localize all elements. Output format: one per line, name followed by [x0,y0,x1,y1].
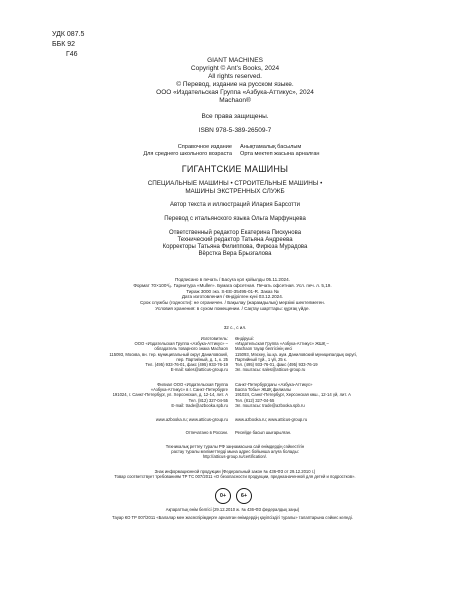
certification-link[interactable]: http://atticus-group.ru/certification/. [202,454,268,460]
print-info-block [60,277,405,312]
publisher-ru-line: Тел. (495) 933-76-01, факс (495) 933-76-19 [145,362,228,368]
branch-kz-line: 191024, Санкт-Петербург, Херсонская көш., 12-14 үй, лит. А [235,392,351,398]
branch-ru-line: Филиал ООО «Издательская Группа [157,382,228,387]
credits-block [90,230,380,258]
print-info-line: Условия хранения: в сухом помещении. / Сақтау шарттары: құрғақ үйде. [155,305,310,311]
author-code: Г46 [66,51,78,58]
publisher-ru-line: E-mail: sales@atticus-group.ru [170,367,228,373]
publisher-kz-line: Тел. (495) 933-76-01, факс (495) 933-76-19 [235,362,318,368]
website-kz[interactable]: www.azbooka.ru; www.atticus-group.ru [235,417,308,422]
edition-type-kz [240,144,410,158]
publisher-kz [235,336,415,372]
bbk-code: ББК 92 [52,41,75,48]
credit-line: Технический редактор Татьяна Андреева [177,237,293,243]
age-group-ru-line: Для среднего школьного возраста [143,151,232,157]
publisher-ru-line: 115093, Москва, вн. тер. муниципальный округ Даниловский, [109,351,228,357]
branch-kz-line: Эл. поштасы: trade@azbooka.spb.ru [235,402,305,408]
credit-line: Вёрстка Вера Брызгалова [198,251,272,257]
info-mark-line: Товар соответствует требованиям ТР ТС 007/2011 «О безопасности продукции, предназначенной для детей и подростков». [114,474,356,480]
translator-line: Перевод с итальянского языка Ольга Марфунцева [164,216,306,222]
print-info-line: Срок службы (годности): не ограничен. / Бақылау (жарамдылық) мерзімі шектелмеген. [140,300,325,306]
branch-ru-line: 191024, г. Санкт-Петербург, ул. Херсонская, д. 12-14, лит. А [112,392,228,398]
website-ru[interactable]: www.azbooka.ru; www.atticus-group.ru [155,417,228,422]
edition-type-ru-line: Справочное издание [177,144,232,150]
bottom-kz-line: Ақпараттық өнім белгісі (29.12.2010 ж. № 436-ФЗ федералдық заңы) [165,507,300,512]
isbn: ISBN 978-5-389-26509-7 [198,127,272,134]
print-info-line: Формат 70×100¹/₈. Гарнитура «Muller». Бумага офсетная. Печать офсетная. Усл. печ. л. 5,19. [133,282,332,288]
subtitle-line: МАШИНЫ ЭКСТРЕННЫХ СЛУЖБ [185,188,285,195]
info-mark-line: Знак информационной продукции (Федеральный закон № 436-ФЗ от 29.12.2010 г.) [154,469,316,474]
copyright-block [100,57,370,105]
page-count: 32 с., с ил. [223,325,247,330]
branch-ru [50,382,228,408]
credit-line: Ответственный редактор Екатерина Пискунова [168,230,302,236]
regulation-line: растау туралы мәліметтерді мына адрес бойынша алуға болады: [171,449,299,455]
translation-copyright: © Перевод, издание на русском языке. [176,81,294,88]
publisher-ru-line: ООО «Издательская Группа «Азбука-Аттикус» – [134,341,228,347]
publisher-kz-line: Эл. поштасы: sales@atticus-group.ru [235,367,306,373]
publisher-kz-line: Machaon тауар белгісінің иесі [235,346,293,352]
printed-in-kz: Ресейде басып шығарылған. [235,430,292,435]
branch-ru-line: Тел. (812) 327-04-55 [188,397,228,403]
branch-kz-line: Санкт-Петербургдағы «Азбука-Аттикус» [235,382,313,387]
rights-text: Все права защищены. [201,113,269,120]
regulation-block [90,444,380,460]
regulation-line: Техникалық реттеу туралы РФ заңнамасына сай өнімдердің сәйкестігін [165,444,305,449]
printed-in-ru: Отпечатано в России. [185,430,228,435]
edition-type-ru [60,144,232,158]
branch-ru-line: «Азбука-Аттикус» в г. Санкт-Петербурге [150,387,228,393]
book-title: ГИГАНТСКИЕ МАШИНЫ [181,164,289,174]
publisher-ru [50,336,228,372]
original-title: GIANT MACHINES [207,57,263,64]
publisher-kz-line: 115093, Мәскеу, іш.қа. аум. Даниловский муниципалдық округі, [235,351,358,357]
publisher-ru-line: пер. Партийный, д. 1, к. 25 [176,356,228,362]
age-group-kz-line: Орта мектеп жасына арналған [240,151,320,157]
publisher-ru-line: Изготовитель: [200,336,228,341]
branch-kz-line: Тел. (812) 327-04-55 [235,397,275,403]
imprint-mark: Machaon® [219,97,251,104]
publisher-kz-line: Партийный тұй., 1 үй, 25 к. [235,356,287,362]
info-mark-block [40,469,430,479]
credit-line: Корректоры Татьяна Филиппова, Фирюза Мурадова [162,244,308,250]
author-line: Автор текста и иллюстраций Илария Барсотти [169,202,301,208]
print-info-line: Подписано в печать / Басуға қол қойылды 05.11.2024. [175,277,290,282]
age-badge-0plus: 0+ [215,488,231,504]
copyright-line: Copyright © Ant’s Books, 2024 [190,65,280,72]
publisher-kz-line: «Издательская Группа «Азбука-Аттикус» ЖШҚ – [235,341,329,347]
publisher-copyright: ООО «Издательская Группа «Азбука-Аттикус», 2024 [156,89,314,96]
print-info-line: Тираж 3000 экз. S-EE-35495-01-R. Заказ № [186,288,279,294]
age-badge-6plus: 6+ [236,488,252,504]
bottom-kz-block [30,507,435,520]
subtitle-line: СПЕЦИАЛЬНЫЕ МАШИНЫ • СТРОИТЕЛЬНЫЕ МАШИНЫ • [147,180,323,187]
branch-kz-line: Баспа Тобы» ЖШҚ филиалы [235,387,292,393]
edition-type-kz-line: Анықтамалық басылым [240,144,302,150]
book-subtitle [90,180,380,196]
branch-kz [235,382,415,408]
bottom-kz-line: Тауар КО ТР 007/2011 «Балалар мен жасөспірімдерге арналған өнімдердің қауіпсіздігі туралы» талаптарына сәйкес келеді. [112,515,353,521]
publisher-ru-line: обладатель товарного знака Machaon [154,346,228,352]
branch-ru-line: E-mail: trade@azbooka.spb.ru [171,402,228,408]
publisher-kz-line: Өндіруші: [235,336,254,341]
rights-reserved: All rights reserved. [208,73,262,80]
udk-code: УДК 087.5 [52,31,85,38]
classification-block [52,30,84,60]
print-info-line: Дата изготовления / Өндірілген күні 03.12.2024. [181,294,284,300]
